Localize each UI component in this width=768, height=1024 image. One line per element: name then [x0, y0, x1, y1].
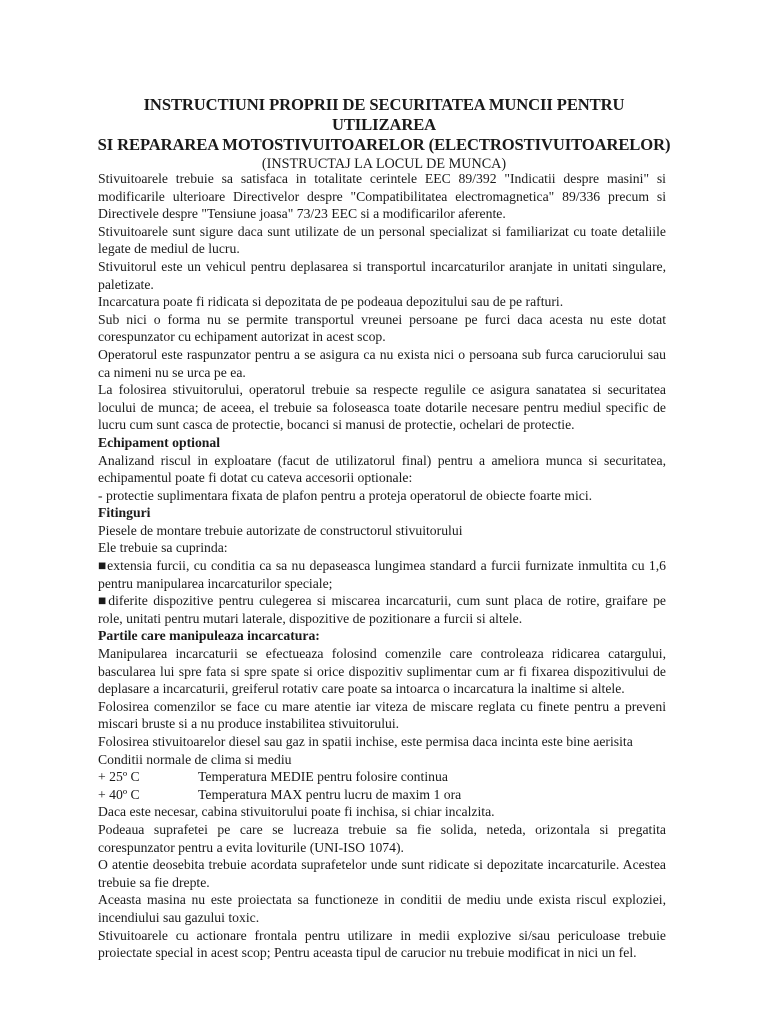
paragraph: Aceasta masina nu este proiectata sa functioneze in conditii de mediu unde exista riscul exploziei, incendiului sau gazului toxic. — [98, 892, 666, 925]
paragraph: Stivuitoarele sunt sigure daca sunt utilizate de un personal specializat si familiarizat cu toate detaliile legate de mediul de lucru. — [98, 223, 666, 257]
paragraph: Analizand riscul in exploatare (facut de utilizatorul final) pentru a ameliora munca si securitatea, echipamentul poate fi dotat cu cateva accesorii optionale: — [98, 452, 666, 486]
title-block — [96, 95, 672, 173]
paragraph: Daca este necesar, cabina stivuitorului poate fi inchisa, si chiar incalzita. — [98, 804, 495, 820]
paragraph: Manipularea incarcaturii se efectueaza folosind comenzile care controleaza ridicarea catargului, bascularea lui spre fata si spre spate si orice dispozitiv suplimentar cum ar fi fixarea dispozitivului de deplasare a incarcaturii, greiferul rotativ care poate sa intoarca o incarcatura la inaltime si altele. — [98, 646, 666, 697]
section-heading: Fitinguri — [98, 505, 151, 521]
temperature-row — [98, 768, 666, 786]
temperature-row — [98, 786, 666, 804]
temperature-value: + 40º C — [98, 786, 140, 802]
temperature-value: + 25º C — [98, 769, 140, 785]
paragraph: Incarcatura poate fi ridicata si depozitata de pe podeaua depozitului sau de pe rafturi. — [98, 294, 564, 310]
bullet-item: ■diferite dispozitive pentru culegerea si miscarea incarcaturii, cum sunt placa de rotire, graifare pe role, unitati pentru mutari laterale, dispozitive de pozitionare a furcii si altele. — [98, 593, 666, 626]
document-body — [98, 170, 666, 962]
paragraph: Stivuitoarele cu actionare frontala pentru utilizare in medii explozive si/sau periculoase trebuie proiectate special in acest scop; Pentru aceasta tipul de carucior nu trebuie modificat in nici un fel. — [98, 927, 666, 961]
paragraph: La folosirea stivuitorului, operatorul trebuie sa respecte regulile ce asigura sanatatea si securitatea locului de munca; de aceea, el trebuie sa foloseasca toate dotarile necesare pentru mediul specific de lucru cum sunt casca de protectie, bocanci si manusi de protectie, ochelari de protectie. — [98, 382, 666, 433]
section-heading: Echipament optional — [98, 434, 221, 450]
paragraph: Conditii normale de clima si mediu — [98, 751, 292, 767]
document-title-line-2: SI REPARAREA MOTOSTIVUITOARELOR (ELECTROSTIVUITOARELOR) — [97, 135, 671, 154]
paragraph: Operatorul este raspunzator pentru a se asigura ca nu exista nici o persoana sub furca caruciorului sau ca nimeni nu se urca pe ea. — [98, 346, 666, 380]
paragraph: Folosirea stivuitoarelor diesel sau gaz in spatii inchise, este permisa daca incinta este bine aerisita — [98, 734, 633, 749]
document-title-line-1: INSTRUCTIUNI PROPRII DE SECURITATEA MUNCII PENTRU UTILIZAREA — [143, 95, 625, 134]
document-subtitle: (INSTRUCTAJ LA LOCUL DE MUNCA) — [261, 156, 507, 172]
paragraph: Ele trebuie sa cuprinda: — [98, 540, 228, 556]
paragraph: Podeaua suprafetei pe care se lucreaza trebuie sa fie solida, neteda, orizontala si pregatita corespunzator pentru a evita loviturile (UNI-ISO 1074). — [98, 821, 666, 855]
paragraph: Piesele de montare trebuie autorizate de constructorul stivuitorului — [98, 522, 463, 538]
paragraph: O atentie deosebita trebuie acordata suprafetelor unde sunt ridicate si depozitate incarcaturile. Acestea trebuie sa fie drepte. — [98, 857, 666, 890]
paragraph: Folosirea comenzilor se face cu mare atentie iar viteza de miscare reglata cu finete pentru a preveni miscari bruste si a nu produce instabilitea stivuitorului. — [98, 698, 666, 732]
section-heading: Partile care manipuleaza incarcatura: — [98, 628, 320, 644]
paragraph: - protectie suplimentara fixata de plafon pentru a proteja operatorul de obiecte foarte mici. — [98, 487, 593, 503]
bullet-item: ■extensia furcii, cu conditia ca sa nu depaseasca lungimea standard a furcii furnizate inmultita cu 1,6 pentru manipularea incarcaturilor speciale; — [98, 558, 666, 591]
paragraph: Stivuitorul este un vehicul pentru deplasarea si transportul incarcaturilor aranjate in unitati singulare, paletizate. — [98, 258, 666, 292]
paragraph: Sub nici o forma nu se permite transportul vreunei persoane pe furci daca acesta nu este dotat corespunzator cu echipament autorizat in acest scop. — [98, 311, 666, 345]
temperature-description: Temperatura MAX pentru lucru de maxim 1 ora — [198, 786, 462, 802]
paragraph: Stivuitoarele trebuie sa satisfaca in totalitate cerintele EEC 89/392 "Indicatii despre masini" si modificarile ulterioare Directivelor despre "Compatibilitatea electromagnetica" 89/336 precum si Directivele despre "Tensiune joasa" 73/23 EEC si a modificarilor aferente. — [98, 171, 666, 222]
temperature-description: Temperatura MEDIE pentru folosire continua — [198, 769, 448, 785]
